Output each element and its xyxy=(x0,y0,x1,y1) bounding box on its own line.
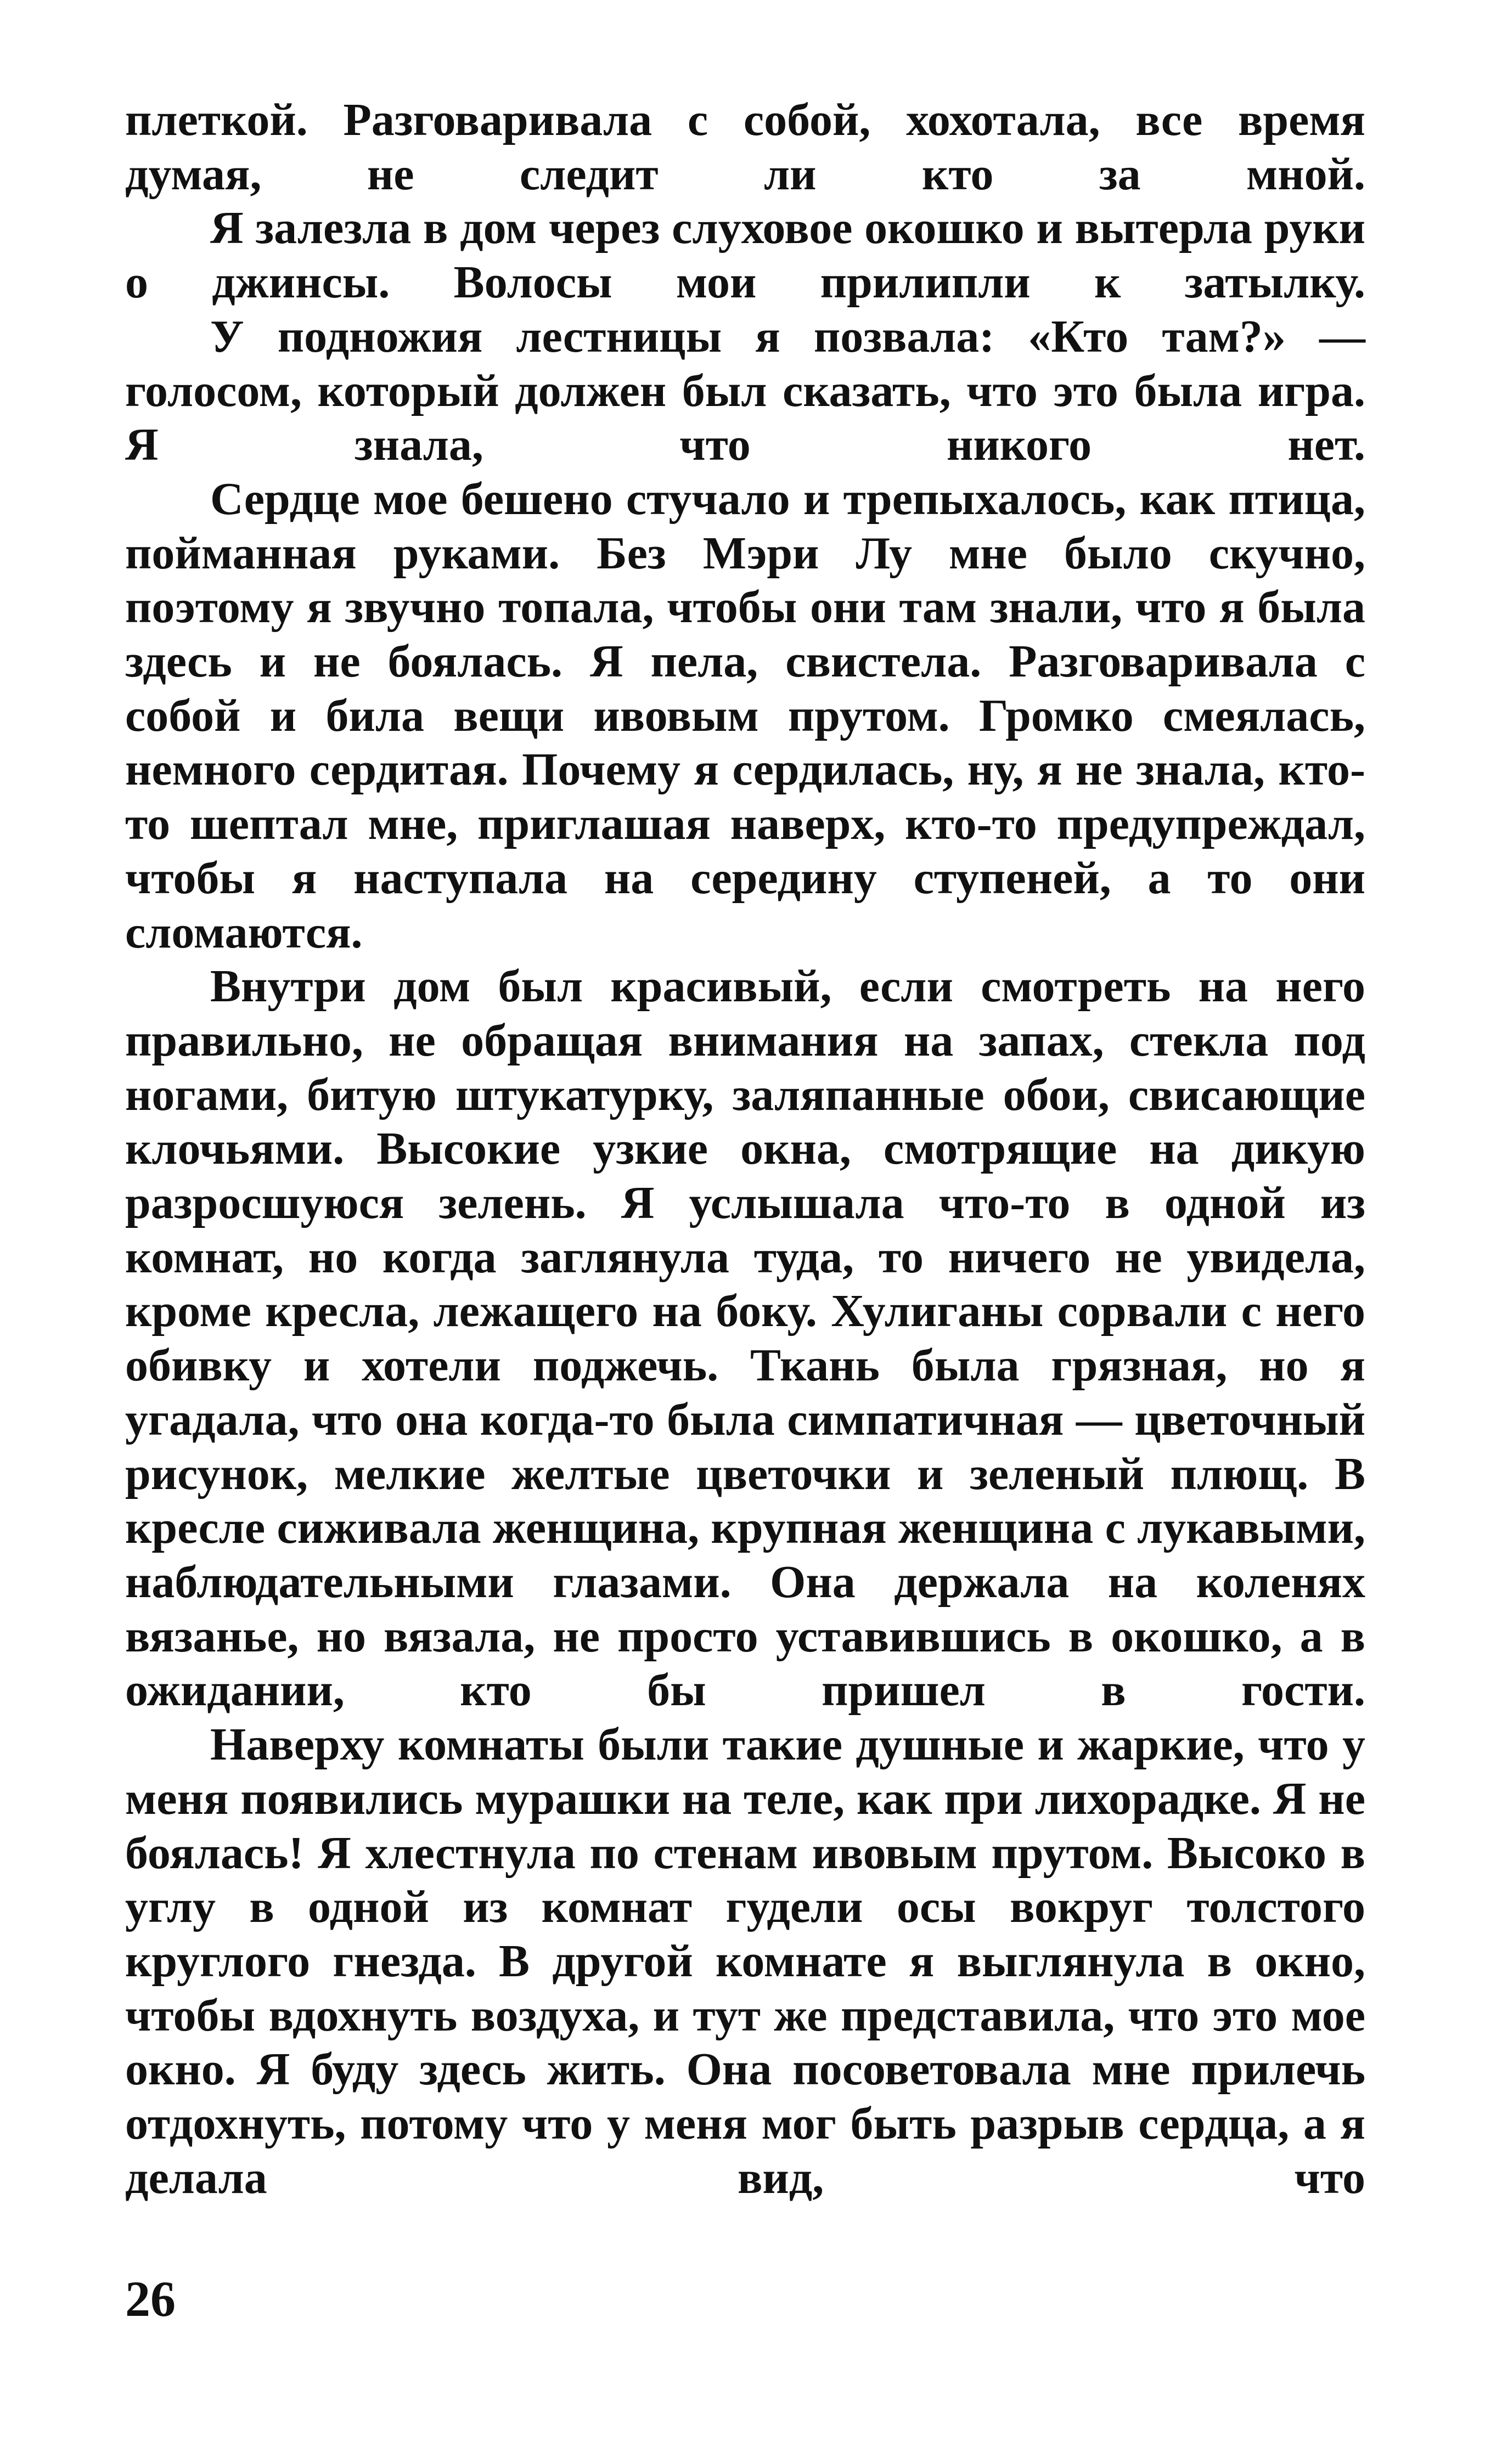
paragraph-3: У подножия лестницы я позвала: «Кто там?» — голосом, который должен был сказать, что это была игра. Я знала, что никого нет. xyxy=(125,311,1365,471)
paragraph-4: Сердце мое бешено стучало и трепыхалось, как птица, пойманная руками. Без Мэри Лу мне было скучно, поэтому я звучно топала, чтобы они там знали, что я была здесь и не боялась. Я пела, свистела. Разговаривала с собой и била вещи ивовым прутом. Громко смеялась, немного сердитая. Почему я сердилась, ну, я не знала, кто-то шептал мне, приглашая наверх, кто-то предупреждал, чтобы я наступала на середину ступеней, а то они сломаются. xyxy=(125,473,1365,958)
paragraph-1: плеткой. Разговаривала с собой, хохотала, все время думая, не следит ли кто за мной. xyxy=(125,94,1365,200)
paragraph-6: Наверху комнаты были такие душные и жаркие, что у меня появились мурашки на теле, как при лихорадке. Я не боялась! Я хлестнула по стенам ивовым прутом. Высоко в углу в одной из комнат гудели осы вокруг толстого круглого гнезда. В другой комнате я выглянула в окно, чтобы вдохнуть воздуха, и тут же представила, что это мое окно. Я буду здесь жить. Она посоветовала мне прилечь отдохнуть, потому что у меня мог быть разрыв сердца, а я делала вид, что xyxy=(125,1719,1365,2203)
paragraph-2: Я залезла в дом через слуховое окошко и вытерла руки о джинсы. Волосы мои прилипли к затылку. xyxy=(125,202,1365,308)
body-text xyxy=(125,93,1365,2205)
page-number: 26 xyxy=(125,2271,176,2327)
paragraph-5: Внутри дом был красивый, если смотреть на него правильно, не обращая внимания на запах, стекла под ногами, битую штукатурку, заляпанные обои, свисающие клочьями. Высокие узкие окна, смотрящие на дикую разросшуюся зелень. Я услышала что-то в одной из комнат, но когда заглянула туда, то ничего не увидела, кроме кресла, лежащего на боку. Хулиганы сорвали с него обивку и хотели поджечь. Ткань была грязная, но я угадала, что она когда-то была симпатичная — цветочный рисунок, мелкие желтые цветочки и зеленый плющ. В кресле сиживала женщина, крупная женщина с лукавыми, наблюдательными глазами. Она держала на коленях вязанье, но вязала, не просто уставившись в окошко, а в ожидании, кто бы пришел в гости. xyxy=(125,961,1365,1716)
